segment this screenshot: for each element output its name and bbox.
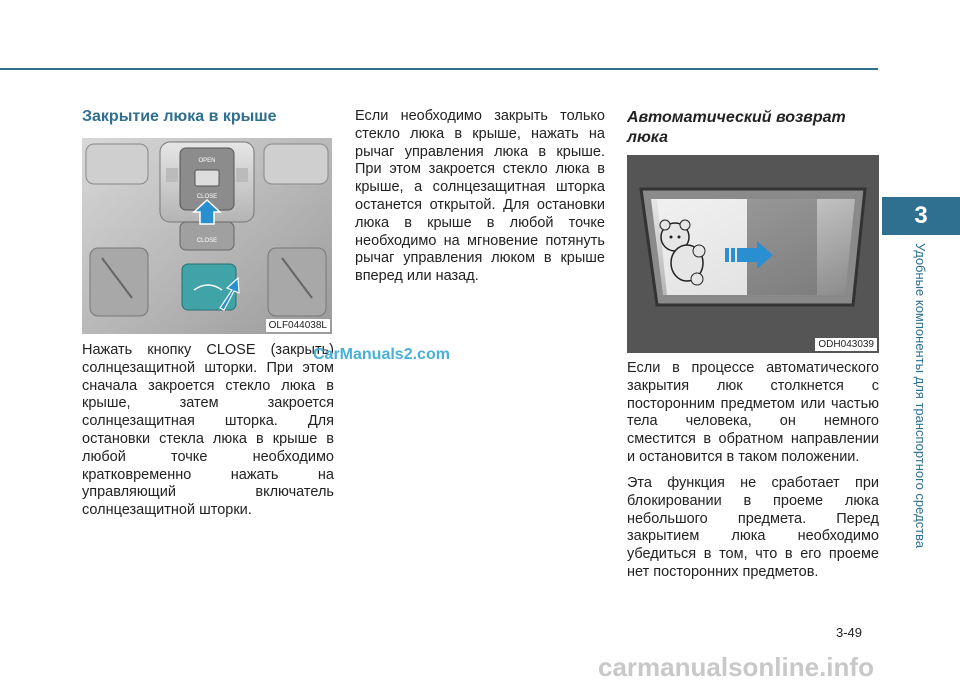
paragraph-auto-reverse: Если в процессе автоматического закрытия люк столкнется с посторонним предметом или частью тела человека, он немного сместится в обратном направлении и остановится в таком положении. <box>627 360 879 465</box>
section-heading-auto-reverse: Автоматический возврат люка <box>627 109 846 146</box>
chapter-number: 3 <box>914 202 928 229</box>
open-label: OPEN <box>198 158 216 164</box>
paragraph-small-object-warning: Эта функция не сработает при блокировании в проеме люка небольшого предмета. Перед закрытием люка необходимо убедиться в том, что в его проеме нет посторонних предметов. <box>627 475 879 580</box>
figure-caption-left: OLF044038L <box>266 319 330 332</box>
page-number: 3-49 <box>836 625 863 640</box>
section-heading-closing-sunroof: Закрытие люка в крыше <box>82 108 277 125</box>
chapter-title-text: Удобные компоненты для транспортного средства <box>913 243 928 549</box>
figure-caption-right: ODH043039 <box>815 338 877 351</box>
overhead-console-illustration <box>82 138 332 334</box>
chapter-title-vertical <box>913 243 933 563</box>
close-label-top: CLOSE <box>196 194 218 200</box>
watermark-site: carmanualsonline.info <box>598 652 874 682</box>
chapter-number-tab <box>882 197 960 235</box>
sunroof-obstacle-illustration <box>627 155 879 353</box>
figure-sunroof-obstacle <box>627 155 879 353</box>
header-rule <box>0 68 878 70</box>
paragraph-close-button: Нажать кнопку CLOSE (закрыть) солнцезащитной шторки. При этом сначала закроется стекло люка в крыше, затем закроется солнцезащитная шторка. Для остановки стекла люка в крыше в любой точке необходимо кратковременно нажать на управляющий включатель солнцезащитной шторки. <box>82 342 334 519</box>
figure-overhead-console <box>82 138 332 334</box>
close-label-bottom: CLOSE <box>196 238 218 244</box>
paragraph-close-glass-only: Если необходимо закрыть только стекло люка в крыше, нажать на рычаг управления люка в крыше. При этом закроется стекло люка в крыше, а солнцезащитная шторка останется открытой. Для остановки люка в крыше в любой точке необходимо на мгновение потянуть рычаг управления люком в крыше вперед или назад. <box>355 108 605 285</box>
watermark-carmanuals: CarManuals2.com <box>313 346 450 363</box>
